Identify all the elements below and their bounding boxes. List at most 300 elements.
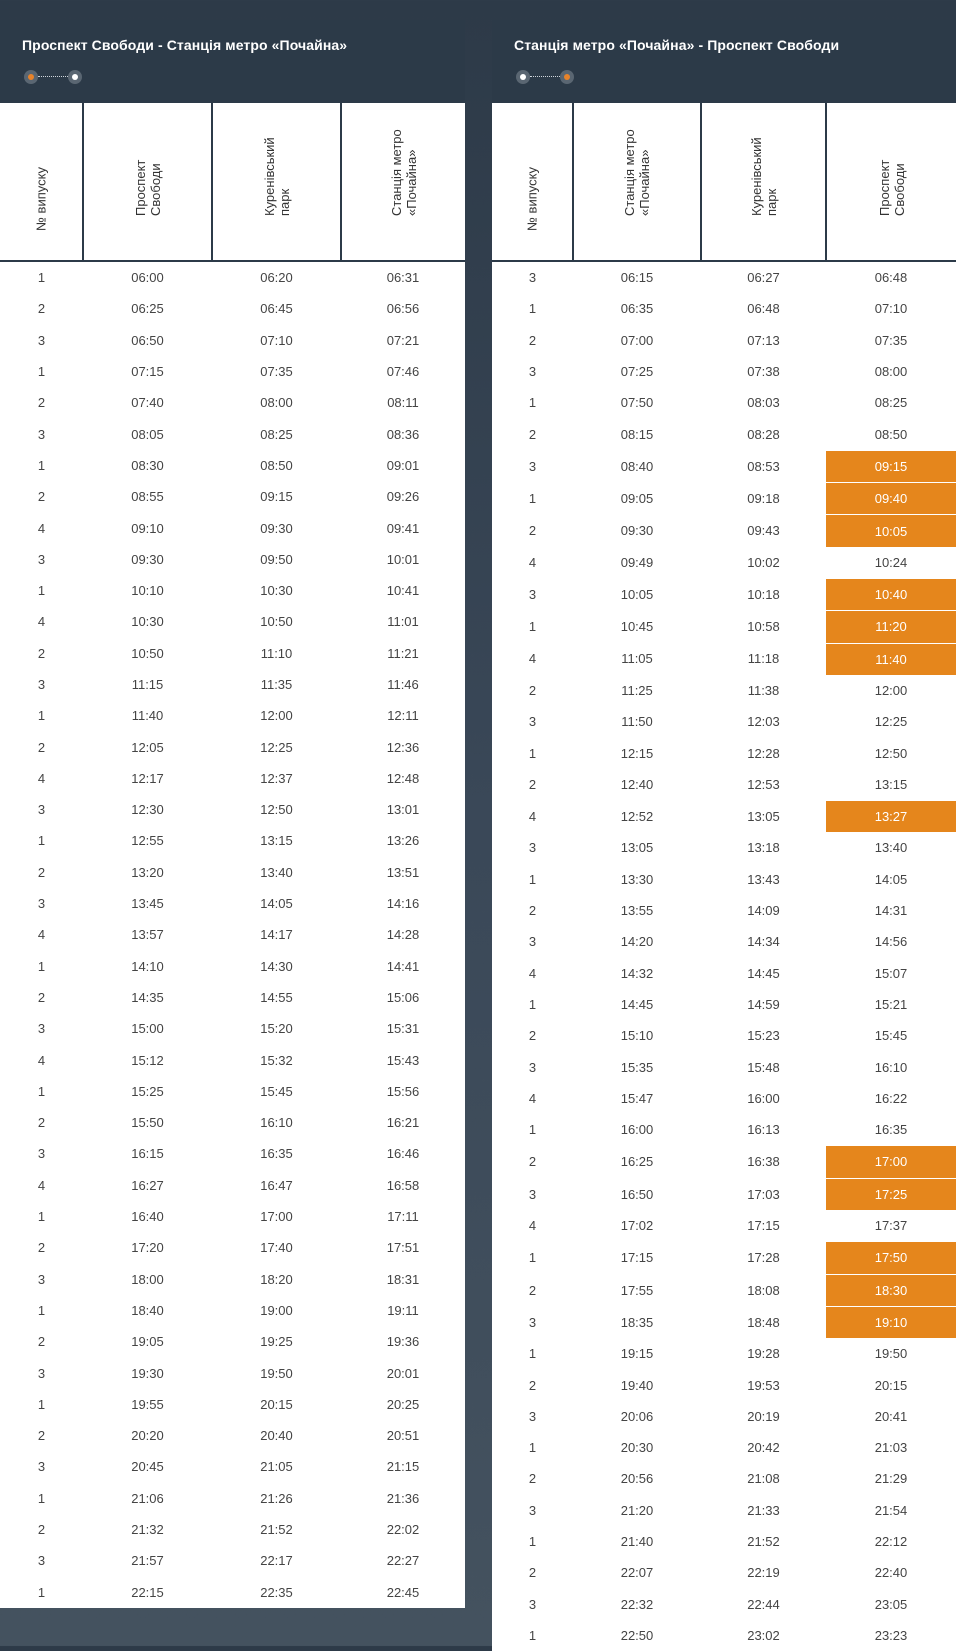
- time-cell: 22:07: [620, 1565, 654, 1581]
- time-cell: 06:56: [386, 301, 420, 317]
- time-cell: 20:01: [386, 1365, 420, 1381]
- departure-number-cell: 1: [37, 1396, 46, 1412]
- time-cell: 08:50: [874, 426, 908, 442]
- column-header: [212, 103, 341, 261]
- time-cell: 07:21: [386, 332, 420, 348]
- table-row: [492, 611, 956, 643]
- time-cell: 20:56: [620, 1471, 654, 1487]
- time-cell: 19:36: [386, 1334, 420, 1350]
- time-cell: 15:10: [620, 1028, 654, 1044]
- departure-number-cell: 3: [528, 364, 537, 380]
- time-cell: 11:20: [826, 611, 956, 643]
- time-cell: 13:51: [386, 864, 420, 880]
- route-connector: [38, 76, 68, 77]
- time-cell: 15:20: [260, 1021, 293, 1037]
- departure-number-cell: 2: [528, 1028, 537, 1044]
- table-row: [0, 825, 465, 856]
- time-cell: 14:35: [131, 989, 164, 1005]
- departure-number-cell: 1: [528, 1346, 537, 1362]
- time-cell: 16:10: [874, 1059, 908, 1075]
- time-cell: 22:17: [260, 1553, 293, 1569]
- schedule-panel-outbound: [0, 20, 465, 1608]
- time-cell: 16:35: [874, 1122, 908, 1138]
- time-cell: 22:15: [131, 1584, 164, 1600]
- departure-number-cell: 3: [528, 1059, 537, 1075]
- time-cell: 22:45: [386, 1584, 420, 1600]
- table-row: [0, 1295, 465, 1326]
- time-cell: 15:06: [386, 989, 420, 1005]
- time-cell: 15:43: [386, 1052, 420, 1068]
- time-cell: 21:03: [874, 1440, 908, 1456]
- departure-number-cell: 2: [37, 864, 46, 880]
- time-cell: 13:57: [131, 927, 164, 943]
- table-row: [0, 1545, 465, 1576]
- departure-number-cell: 3: [37, 896, 46, 912]
- table-row: [0, 1201, 465, 1232]
- departure-number-cell: 4: [528, 1218, 537, 1234]
- time-cell: 22:32: [620, 1596, 654, 1612]
- time-cell: 13:15: [874, 776, 908, 792]
- departure-number-cell: 3: [528, 840, 537, 856]
- time-cell: 06:25: [131, 301, 164, 317]
- table-row: [0, 919, 465, 950]
- time-cell: 13:40: [874, 840, 908, 856]
- table-row: [492, 1463, 956, 1494]
- route-start-dot-icon: [24, 70, 38, 84]
- departure-number-cell: 2: [37, 301, 46, 317]
- table-row: [492, 989, 956, 1020]
- time-cell: 08:15: [620, 426, 654, 442]
- time-cell: 21:15: [386, 1459, 420, 1475]
- table-row: [492, 1557, 956, 1588]
- time-cell: 09:30: [131, 551, 164, 567]
- departure-number-cell: 2: [528, 903, 537, 919]
- time-cell: 09:43: [747, 523, 780, 539]
- time-cell: 18:40: [131, 1302, 164, 1318]
- time-cell: 15:35: [620, 1059, 654, 1075]
- time-cell: 16:46: [386, 1146, 420, 1162]
- time-cell: 09:50: [260, 551, 293, 567]
- time-cell: 12:52: [620, 808, 654, 824]
- time-cell: 10:18: [747, 587, 780, 603]
- time-cell: 16:21: [386, 1115, 420, 1131]
- time-cell: 08:36: [386, 426, 420, 442]
- time-cell: 10:58: [747, 619, 780, 635]
- departure-number-cell: 3: [37, 1146, 46, 1162]
- time-cell: 21:05: [260, 1459, 293, 1475]
- departure-number-cell: 2: [528, 1282, 537, 1298]
- time-cell: 07:25: [620, 364, 654, 380]
- time-cell: 07:13: [747, 332, 780, 348]
- time-cell: 10:30: [131, 614, 164, 630]
- departure-number-cell: 1: [528, 996, 537, 1012]
- time-cell: 21:36: [386, 1490, 420, 1506]
- departure-number-cell: 3: [37, 1271, 46, 1287]
- time-cell: 12:37: [260, 770, 293, 786]
- time-cell: 17:15: [747, 1218, 780, 1234]
- time-cell: 10:50: [131, 645, 164, 661]
- time-cell: 13:40: [260, 864, 293, 880]
- time-cell: 11:05: [621, 651, 653, 667]
- column-header-label: Проспект Свободи: [876, 159, 907, 216]
- departure-number-cell: 2: [528, 426, 537, 442]
- departure-number-cell: 1: [528, 1122, 537, 1138]
- table-row: [0, 418, 465, 449]
- table-row: [492, 1620, 956, 1651]
- time-cell: 11:38: [747, 683, 780, 698]
- table-row: [492, 450, 956, 482]
- time-cell: 09:30: [260, 520, 293, 536]
- departure-number-cell: 1: [528, 1440, 537, 1456]
- time-cell: 13:01: [386, 802, 420, 818]
- time-cell: 12:36: [386, 739, 420, 755]
- departure-number-cell: 3: [37, 677, 46, 692]
- route-connector: [530, 76, 560, 77]
- table-row: [492, 675, 956, 706]
- departure-number-cell: 2: [37, 1428, 46, 1444]
- time-cell: 18:35: [620, 1314, 654, 1330]
- departure-number-cell: 2: [528, 683, 537, 698]
- time-cell: 17:50: [826, 1242, 956, 1274]
- time-cell: 19:53: [747, 1377, 780, 1393]
- time-cell: 19:05: [131, 1334, 164, 1350]
- time-cell: 08:40: [620, 458, 654, 474]
- time-cell: 21:40: [620, 1534, 654, 1550]
- time-cell: 20:06: [620, 1408, 654, 1424]
- time-cell: 15:12: [131, 1052, 164, 1068]
- time-cell: 08:55: [131, 489, 164, 505]
- time-cell: 15:56: [386, 1083, 420, 1099]
- column-header: [341, 103, 465, 261]
- time-cell: 10:24: [874, 554, 908, 570]
- time-cell: 10:40: [826, 578, 956, 610]
- time-cell: 14:31: [874, 903, 908, 919]
- route-direction-icon: [24, 70, 86, 84]
- time-cell: 14:05: [874, 871, 908, 887]
- time-cell: 11:40: [826, 643, 956, 675]
- column-header: [83, 103, 212, 261]
- time-cell: 09:15: [826, 450, 956, 482]
- time-cell: 06:48: [747, 301, 780, 317]
- column-header-label: № випуску: [524, 167, 540, 231]
- time-cell: 21:29: [874, 1471, 908, 1487]
- time-cell: 15:32: [260, 1052, 293, 1068]
- column-header: [701, 103, 826, 261]
- schedule-table: [0, 103, 465, 1608]
- time-cell: 20:40: [260, 1428, 293, 1444]
- time-cell: 10:50: [260, 614, 293, 630]
- departure-number-cell: 2: [37, 1334, 46, 1350]
- departure-number-cell: 4: [528, 1090, 537, 1106]
- time-cell: 13:20: [131, 864, 164, 880]
- time-cell: 10:05: [620, 587, 654, 603]
- time-cell: 14:05: [260, 896, 293, 912]
- table-row: [492, 706, 956, 737]
- time-cell: 16:38: [747, 1154, 780, 1170]
- time-cell: 14:55: [260, 989, 293, 1005]
- departure-number-cell: 3: [528, 1314, 537, 1330]
- table-row: [0, 794, 465, 825]
- time-cell: 07:38: [747, 364, 780, 380]
- table-row: [0, 1232, 465, 1263]
- time-cell: 06:48: [874, 270, 908, 286]
- table-row: [0, 606, 465, 637]
- departure-number-cell: 1: [37, 1209, 46, 1225]
- time-cell: 08:53: [747, 458, 780, 474]
- time-cell: 16:00: [620, 1122, 654, 1138]
- time-cell: 06:35: [620, 301, 654, 317]
- departure-number-cell: 1: [528, 491, 537, 507]
- time-cell: 17:11: [387, 1209, 419, 1225]
- route-title: Станція метро «Почайна» - Проспект Свободи: [514, 37, 840, 53]
- time-cell: 11:10: [260, 645, 293, 661]
- time-cell: 13:05: [747, 808, 780, 824]
- column-header-label: № випуску: [33, 167, 49, 231]
- time-cell: 16:27: [131, 1177, 164, 1193]
- departure-number-cell: 1: [528, 745, 537, 761]
- table-row: [492, 387, 956, 418]
- time-cell: 15:07: [874, 965, 908, 981]
- time-cell: 06:45: [260, 301, 293, 317]
- departure-number-cell: 1: [37, 958, 46, 974]
- time-cell: 14:45: [747, 965, 780, 981]
- time-cell: 22:02: [386, 1522, 420, 1538]
- time-cell: 07:50: [620, 395, 654, 411]
- time-cell: 11:18: [747, 651, 780, 667]
- departure-number-cell: 1: [37, 1302, 46, 1318]
- time-cell: 18:20: [260, 1271, 293, 1287]
- time-cell: 10:45: [620, 619, 654, 635]
- departure-number-cell: 2: [528, 1154, 537, 1170]
- time-cell: 10:30: [260, 583, 293, 599]
- time-cell: 17:40: [260, 1240, 293, 1256]
- time-cell: 16:50: [620, 1186, 654, 1202]
- departure-number-cell: 3: [37, 802, 46, 818]
- time-cell: 14:56: [874, 934, 908, 950]
- table-row: [0, 731, 465, 762]
- time-cell: 07:35: [260, 364, 293, 380]
- time-cell: 12:03: [747, 714, 780, 730]
- time-cell: 19:15: [620, 1346, 654, 1362]
- time-cell: 14:20: [620, 934, 654, 950]
- table-row: [0, 951, 465, 982]
- time-cell: 21:26: [260, 1490, 293, 1506]
- departure-number-cell: 4: [528, 808, 537, 824]
- departure-number-cell: 3: [528, 458, 537, 474]
- time-cell: 12:55: [131, 833, 164, 849]
- time-cell: 13:43: [747, 871, 780, 887]
- time-cell: 20:45: [131, 1459, 164, 1475]
- time-cell: 18:48: [747, 1314, 780, 1330]
- table-row: [492, 864, 956, 895]
- time-cell: 19:28: [747, 1346, 780, 1362]
- time-cell: 12:30: [131, 802, 164, 818]
- time-cell: 07:10: [260, 332, 293, 348]
- time-cell: 09:10: [131, 520, 164, 536]
- departure-number-cell: 2: [528, 1565, 537, 1581]
- time-cell: 15:00: [131, 1021, 164, 1037]
- departure-number-cell: 3: [37, 1459, 46, 1475]
- time-cell: 10:10: [131, 583, 164, 599]
- table-row: [492, 832, 956, 863]
- time-cell: 19:25: [260, 1334, 293, 1350]
- column-header-label: Куренівський парк: [748, 137, 779, 216]
- time-cell: 10:41: [386, 583, 420, 599]
- panel-header: [0, 20, 465, 103]
- departure-number-cell: 1: [528, 619, 537, 635]
- time-cell: 19:30: [131, 1365, 164, 1381]
- table-row: [492, 1146, 956, 1178]
- time-cell: 12:25: [874, 714, 908, 730]
- column-header-label: Проспект Свободи: [132, 159, 163, 216]
- time-cell: 08:30: [131, 457, 164, 473]
- time-cell: 09:15: [260, 489, 293, 505]
- departure-number-cell: 1: [528, 301, 537, 317]
- table-row: [0, 1357, 465, 1388]
- time-cell: 12:00: [874, 683, 908, 698]
- time-cell: 09:05: [620, 491, 654, 507]
- time-cell: 13:30: [620, 871, 654, 887]
- table-row: [0, 1170, 465, 1201]
- time-cell: 14:32: [620, 965, 654, 981]
- time-cell: 16:13: [747, 1122, 780, 1138]
- table-row: [0, 1264, 465, 1295]
- table-row: [492, 356, 956, 387]
- departure-number-cell: 4: [528, 965, 537, 981]
- departure-number-cell: 1: [528, 871, 537, 887]
- column-header-label: Станція метро «Почайна»: [388, 129, 419, 216]
- table-row: [0, 1013, 465, 1044]
- time-cell: 15:25: [131, 1083, 164, 1099]
- time-cell: 16:40: [131, 1209, 164, 1225]
- time-cell: 17:37: [874, 1218, 908, 1234]
- time-cell: 13:18: [747, 840, 780, 856]
- time-cell: 19:55: [131, 1396, 164, 1412]
- time-cell: 12:15: [620, 745, 654, 761]
- departure-number-cell: 4: [37, 927, 46, 943]
- table-row: [0, 261, 465, 293]
- departure-number-cell: 4: [37, 770, 46, 786]
- time-cell: 14:59: [747, 996, 780, 1012]
- table-row: [492, 325, 956, 356]
- table-row: [492, 1588, 956, 1619]
- table-row: [492, 1020, 956, 1051]
- time-cell: 13:26: [386, 833, 420, 849]
- time-cell: 13:45: [131, 896, 164, 912]
- time-cell: 13:15: [260, 833, 293, 849]
- time-cell: 14:28: [386, 927, 420, 943]
- departure-number-cell: 1: [37, 583, 46, 599]
- time-cell: 08:00: [260, 395, 293, 411]
- departure-number-cell: 4: [37, 1177, 46, 1193]
- time-cell: 09:40: [826, 483, 956, 515]
- departure-number-cell: 2: [37, 645, 46, 661]
- time-cell: 09:26: [386, 489, 420, 505]
- time-cell: 11:25: [621, 683, 653, 698]
- time-cell: 21:57: [131, 1553, 164, 1569]
- time-cell: 21:08: [747, 1471, 780, 1487]
- time-cell: 07:35: [874, 332, 908, 348]
- time-cell: 15:47: [620, 1090, 654, 1106]
- table-row: [492, 1401, 956, 1432]
- table-row: [492, 1051, 956, 1082]
- time-cell: 17:55: [620, 1282, 654, 1298]
- time-cell: 19:00: [260, 1302, 293, 1318]
- table-row: [492, 1083, 956, 1114]
- time-cell: 20:15: [874, 1377, 908, 1393]
- table-row: [0, 857, 465, 888]
- time-cell: 12:11: [387, 708, 419, 724]
- departure-number-cell: 2: [37, 989, 46, 1005]
- table-row: [0, 888, 465, 919]
- departure-number-cell: 3: [528, 1186, 537, 1202]
- table-row: [0, 450, 465, 481]
- time-cell: 16:58: [386, 1177, 420, 1193]
- time-cell: 13:55: [620, 903, 654, 919]
- departure-number-cell: 3: [37, 426, 46, 442]
- time-cell: 23:02: [747, 1627, 780, 1643]
- time-cell: 12:25: [260, 739, 293, 755]
- table-row: [492, 1242, 956, 1274]
- table-row: [492, 1432, 956, 1463]
- departure-number-cell: 1: [37, 457, 46, 473]
- time-cell: 11:15: [131, 677, 164, 692]
- table-row: [492, 418, 956, 450]
- departure-number-cell: 2: [37, 739, 46, 755]
- time-cell: 17:51: [386, 1240, 420, 1256]
- table-row: [492, 1114, 956, 1146]
- time-cell: 06:20: [260, 270, 293, 286]
- time-cell: 07:00: [620, 332, 654, 348]
- departure-number-cell: 1: [37, 364, 46, 380]
- time-cell: 10:05: [826, 515, 956, 547]
- time-cell: 09:49: [620, 555, 654, 571]
- departure-number-cell: 1: [37, 708, 46, 724]
- time-cell: 17:00: [260, 1209, 293, 1225]
- table-row: [0, 638, 465, 669]
- departure-number-cell: 1: [37, 270, 46, 286]
- table-row: [0, 481, 465, 512]
- route-direction-icon: [516, 70, 578, 84]
- table-row: [0, 293, 465, 324]
- time-cell: 13:27: [826, 801, 956, 833]
- time-cell: 19:50: [260, 1365, 293, 1381]
- time-cell: 15:45: [874, 1028, 908, 1044]
- time-cell: 21:06: [131, 1490, 164, 1506]
- time-cell: 09:01: [386, 457, 420, 473]
- departure-number-cell: 3: [528, 1502, 537, 1518]
- time-cell: 11:46: [387, 677, 419, 692]
- table-row: [492, 895, 956, 926]
- time-cell: 15:45: [260, 1083, 293, 1099]
- departure-number-cell: 3: [528, 714, 537, 730]
- time-cell: 12:28: [747, 745, 780, 761]
- table-row: [0, 387, 465, 418]
- table-row: [0, 512, 465, 543]
- time-cell: 08:28: [747, 426, 780, 442]
- time-cell: 08:11: [387, 395, 419, 411]
- departure-number-cell: 3: [528, 1408, 537, 1424]
- time-cell: 06:50: [131, 332, 164, 348]
- table-row: [0, 1576, 465, 1607]
- time-cell: 20:51: [386, 1428, 420, 1444]
- schedule-panel-inbound: [492, 20, 956, 1651]
- time-cell: 12:48: [386, 770, 420, 786]
- time-cell: 20:20: [131, 1428, 164, 1444]
- departure-number-cell: 2: [37, 395, 46, 411]
- time-cell: 12:40: [620, 777, 654, 793]
- departure-number-cell: 3: [528, 934, 537, 950]
